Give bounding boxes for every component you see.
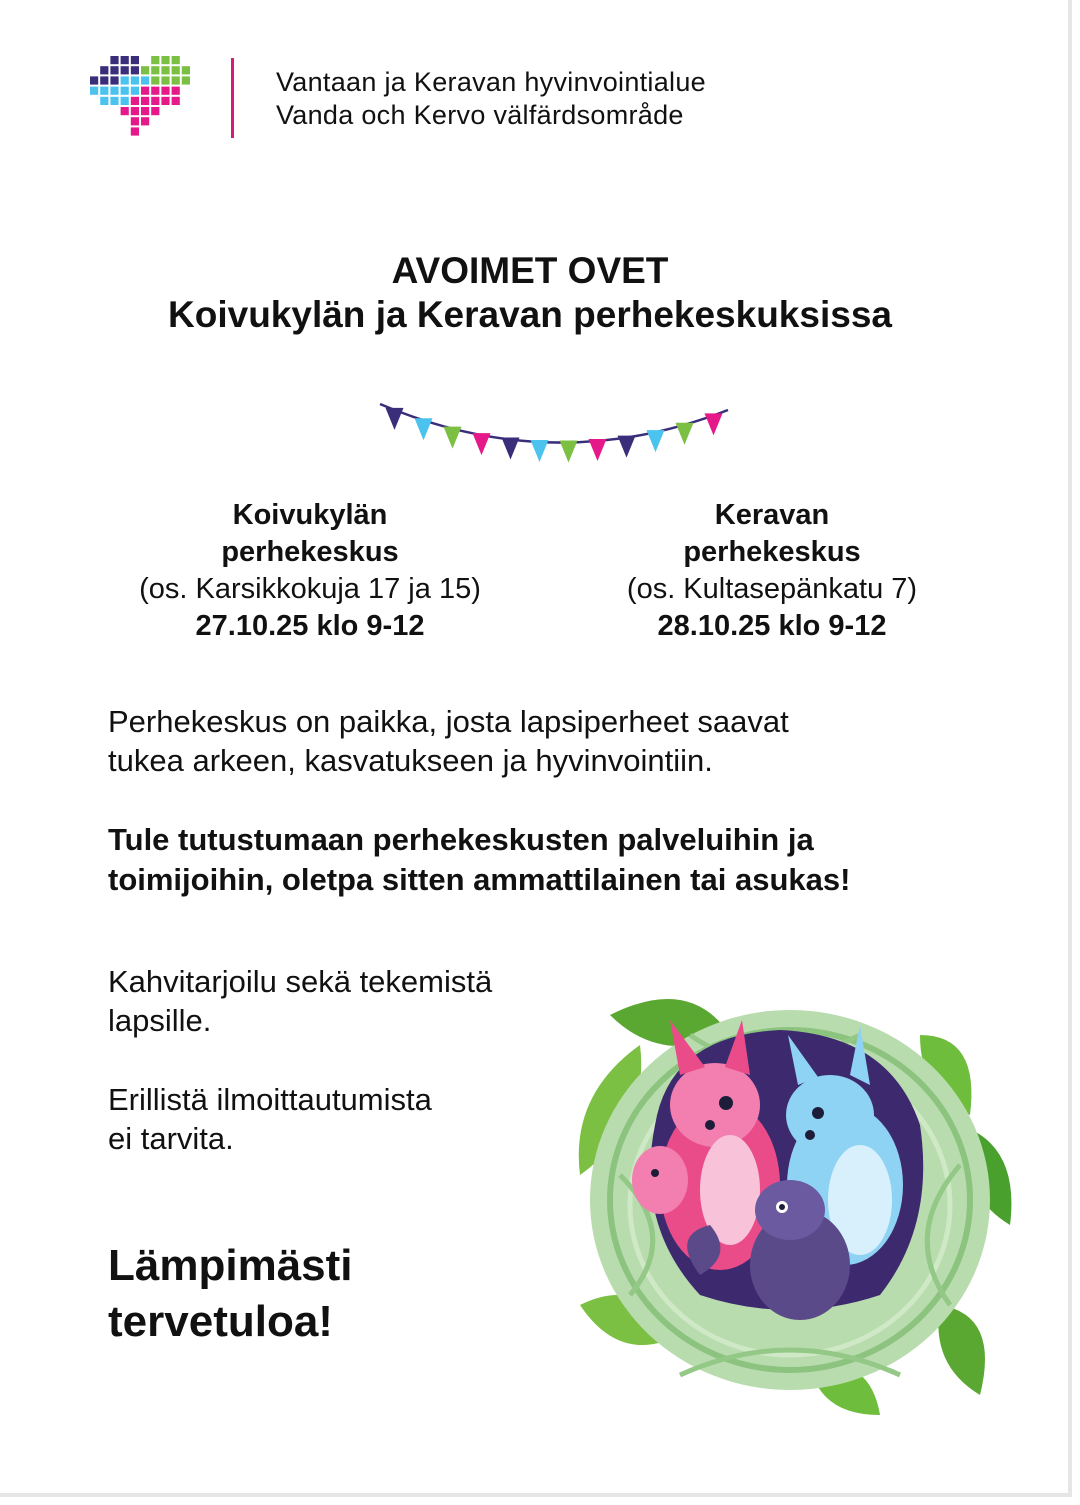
pixel-heart-logo-icon [90,56,194,142]
page-title: AVOIMET OVET [391,250,669,291]
bunting-flags-icon [376,396,732,476]
bunting-flag [415,418,433,440]
location-kerava [572,497,972,645]
bunting-flag [560,441,578,463]
page-subtitle: Koivukylän ja Keravan perhekeskuksissa [168,294,892,335]
organization-name [276,66,706,132]
location-address: (os. Kultasepänkatu 7) [626,573,918,605]
location-koivukyla [110,497,510,645]
invite-line: Tule tutustumaan perhekeskusten palveluihin ja [108,822,814,857]
invite-line: toimijoihin, oletpa sitten ammattilainen tai asukas! [108,862,851,897]
bunting-flag [502,438,520,460]
welcome-line: tervetuloa! [108,1297,333,1346]
header-divider [231,58,234,138]
location-address: (os. Karsikkokuja 17 ja 15) [139,573,481,605]
org-line-finnish: Vantaan ja Keravan hyvinvointialue [276,67,706,97]
welcome-text [108,1238,353,1350]
bunting-flag [705,413,723,435]
bunting-flag [589,439,607,461]
intro-line: Perhekeskus on paikka, josta lapsiperheet saavat [108,704,789,739]
coffee-paragraph [108,962,588,1040]
invite-paragraph [108,820,1008,900]
registration-paragraph [108,1080,588,1158]
intro-paragraph [108,702,1008,780]
coffee-line: lapsille. [108,1003,212,1038]
location-datetime: 28.10.25 klo 9-12 [657,610,887,642]
squirrel-family-nest-icon [560,975,1020,1415]
location-name-line2: perhekeskus [221,536,399,568]
registration-line: ei tarvita. [108,1121,234,1156]
bunting-flag [473,433,491,455]
bunting-flag [676,423,694,445]
org-line-swedish: Vanda och Kervo välfärdsområde [276,100,684,130]
bunting-flag [386,408,404,430]
location-datetime: 27.10.25 klo 9-12 [195,610,425,642]
location-name-line1: Keravan [714,499,830,531]
bunting-flag [618,436,636,458]
bunting-flag [444,427,462,449]
bunting-flag [647,430,665,452]
location-name-line1: Koivukylän [232,499,388,531]
welcome-line: Lämpimästi [108,1241,353,1290]
bunting-flag [531,440,549,462]
coffee-line: Kahvitarjoilu sekä tekemistä [108,964,493,999]
location-name-line2: perhekeskus [683,536,861,568]
registration-line: Erillistä ilmoittautumista [108,1082,432,1117]
intro-line: tukea arkeen, kasvatukseen ja hyvinvointiin. [108,743,713,778]
